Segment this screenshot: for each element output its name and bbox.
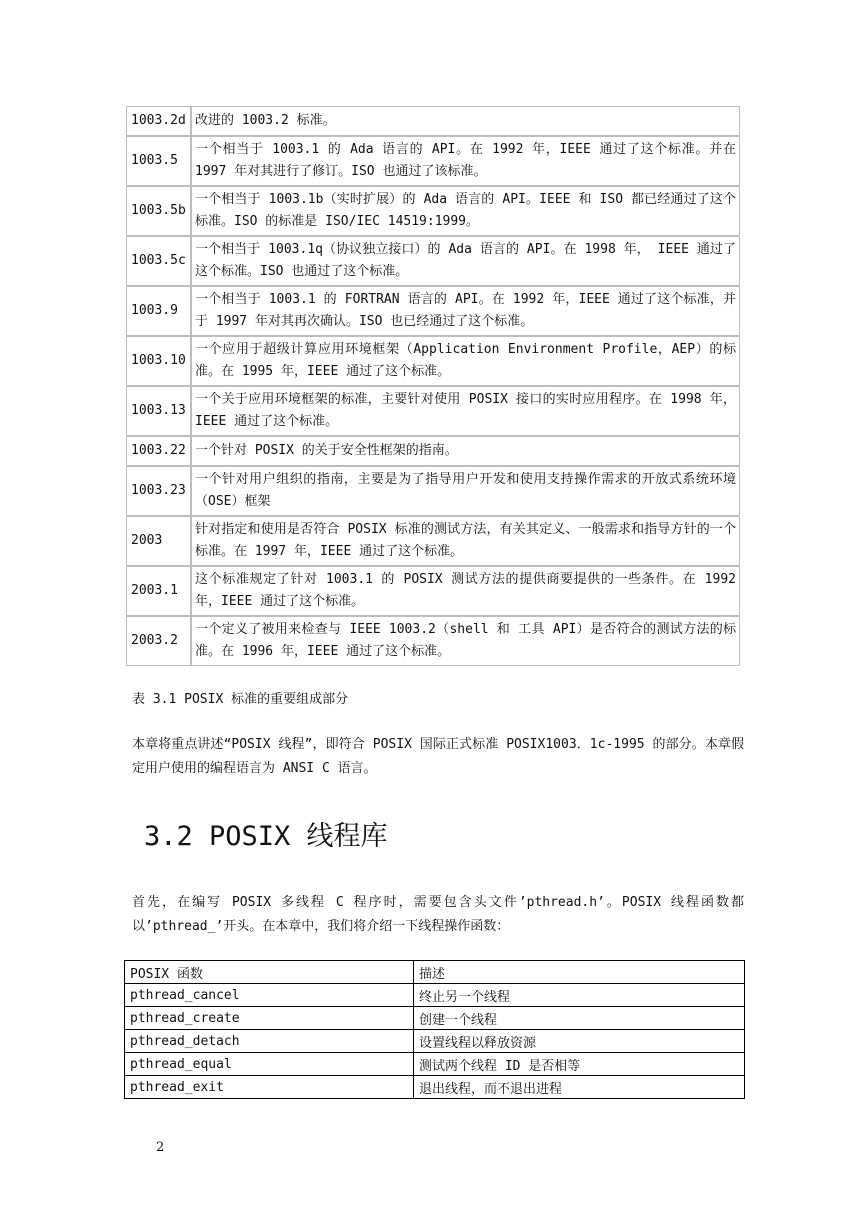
function-name: pthread_exit: [125, 1076, 414, 1099]
function-description: 设置线程以释放资源: [414, 1030, 745, 1053]
table-row: [126, 336, 740, 386]
standard-code: 1003.2d: [126, 106, 191, 136]
table-row: [125, 984, 745, 1007]
section-paragraph: 首先，在编写 POSIX 多线程 C 程序时，需要包含头文件’pthread.h’。POSIX 线程函数都以’pthread_’开头。在本章中，我们将介绍一下线程操作函数：: [132, 895, 744, 934]
table-row: [125, 1053, 745, 1076]
table-row: [126, 286, 740, 336]
standard-description: 一个相当于 1003.1 的 FORTRAN 语言的 API。在 1992 年，IEEE 通过了这个标准，并于 1997 年对其再次确认。ISO 也已经通过了这个标准。: [191, 286, 740, 336]
standard-code: 2003.1: [126, 566, 191, 616]
standard-code: 1003.10: [126, 336, 191, 386]
function-name: pthread_equal: [125, 1053, 414, 1076]
table-row: [125, 1007, 745, 1030]
table-row: [126, 106, 740, 136]
standard-code: 1003.5b: [126, 186, 191, 236]
functions-table: [124, 960, 745, 1099]
table-row: [125, 1076, 745, 1099]
function-name: pthread_create: [125, 1007, 414, 1030]
function-description: 终止另一个线程: [414, 984, 745, 1007]
table-row: [126, 466, 740, 516]
standard-description: 一个相当于 1003.1q（协议独立接口）的 Ada 语言的 API。在 1998 年， IEEE 通过了这个标准。ISO 也通过了这个标准。: [191, 236, 740, 286]
standard-description: 一个相当于 1003.1 的 Ada 语言的 API。在 1992 年，IEEE 通过了这个标准。并在 1997 年对其进行了修订。ISO 也通过了该标准。: [191, 136, 740, 186]
standard-description: 一个针对用户组织的指南，主要是为了指导用户开发和使用支持操作需求的开放式系统环境（OSE）框架: [191, 466, 740, 516]
table-row: [125, 1030, 745, 1053]
standards-table: [126, 106, 740, 666]
table-row: [126, 136, 740, 186]
function-description: 退出线程，而不退出进程: [414, 1076, 745, 1099]
table-row: [126, 616, 740, 666]
standard-code: 1003.23: [126, 466, 191, 516]
function-name: pthread_detach: [125, 1030, 414, 1053]
standard-code: 1003.9: [126, 286, 191, 336]
table-caption: 表 3.1 POSIX 标准的重要组成部分: [132, 692, 349, 707]
column-header: 描述: [414, 961, 745, 984]
standard-code: 1003.5c: [126, 236, 191, 286]
standard-code: 1003.22: [126, 436, 191, 466]
standard-description: 这个标准规定了针对 1003.1 的 POSIX 测试方法的提供商要提供的一些条件。在 1992 年，IEEE 通过了这个标准。: [191, 566, 740, 616]
standard-description: 一个关于应用环境框架的标准，主要针对使用 POSIX 接口的实时应用程序。在 1998 年，IEEE 通过了这个标准。: [191, 386, 740, 436]
page-number: 2: [156, 1140, 165, 1155]
standard-code: 2003.2: [126, 616, 191, 666]
function-description: 测试两个线程 ID 是否相等: [414, 1053, 745, 1076]
standard-code: 1003.13: [126, 386, 191, 436]
standard-description: 改进的 1003.2 标准。: [191, 106, 740, 136]
standard-description: 一个定义了被用来检查与 IEEE 1003.2（shell 和 工具 API）是否符合的测试方法的标准。在 1996 年，IEEE 通过了这个标准。: [191, 616, 740, 666]
intro-paragraph: 本章将重点讲述“POSIX 线程”，即符合 POSIX 国际正式标准 POSIX1003．1c-1995 的部分。本章假定用户使用的编程语言为 ANSI C 语言。: [132, 737, 744, 776]
standard-description: 一个应用于超级计算应用环境框架（Application Environment Profile，AEP）的标准。在 1995 年，IEEE 通过了这个标准。: [191, 336, 740, 386]
table-row: [126, 516, 740, 566]
function-description: 创建一个线程: [414, 1007, 745, 1030]
function-name: pthread_cancel: [125, 984, 414, 1007]
column-header: POSIX 函数: [125, 961, 414, 984]
standard-description: 一个针对 POSIX 的关于安全性框架的指南。: [191, 436, 740, 466]
table-row: [126, 566, 740, 616]
table-header-row: [125, 961, 745, 984]
standard-description: 一个相当于 1003.1b（实时扩展）的 Ada 语言的 API。IEEE 和 ISO 都已经通过了这个标准。ISO 的标准是 ISO/IEC 14519:1999。: [191, 186, 740, 236]
section-heading: 3.2 POSIX 线程库: [144, 821, 388, 852]
standard-code: 2003: [126, 516, 191, 566]
standard-code: 1003.5: [126, 136, 191, 186]
table-row: [126, 236, 740, 286]
table-row: [126, 386, 740, 436]
standard-description: 针对指定和使用是否符合 POSIX 标准的测试方法，有关其定义、一般需求和指导方针的一个标准。在 1997 年，IEEE 通过了这个标准。: [191, 516, 740, 566]
table-row: [126, 186, 740, 236]
table-row: [126, 436, 740, 466]
